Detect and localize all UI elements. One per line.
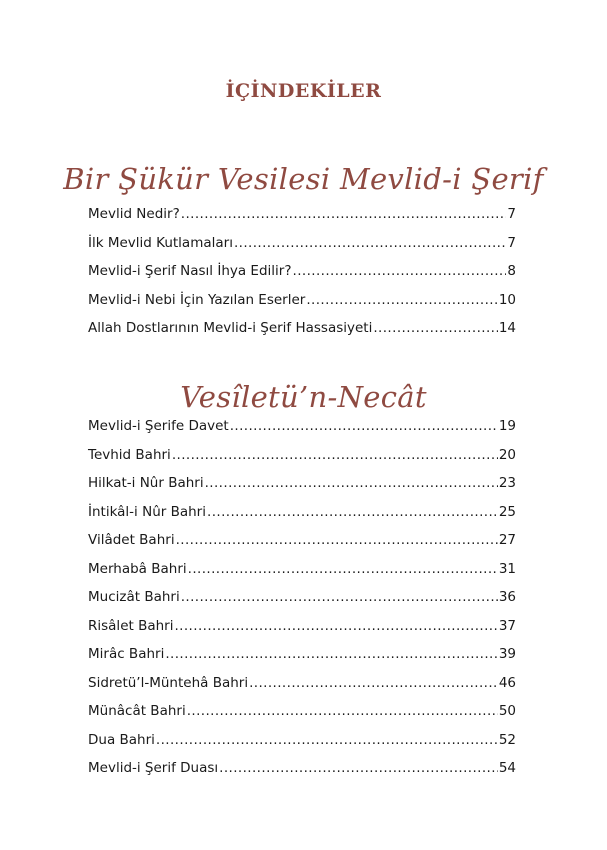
toc-entry-title: Münâcât Bahri xyxy=(88,703,186,719)
toc-entry-title: Dua Bahri xyxy=(88,731,155,748)
toc-entry[interactable] xyxy=(88,618,516,647)
toc-page-number: 19 xyxy=(498,418,516,434)
toc-entry-title: Hilkat-i Nûr Bahri xyxy=(88,475,204,491)
section-heading: Bir Şükür Vesilesi Mevlid-i Şerif xyxy=(63,162,544,196)
toc-entry-title: Allah Dostlarının Mevlid-i Şerif Hassasiyeti xyxy=(88,320,373,336)
toc-entry[interactable] xyxy=(88,760,516,789)
toc-page-number: 23 xyxy=(498,475,516,491)
toc-page-number: 10 xyxy=(498,291,516,308)
toc-page-number: 54 xyxy=(498,760,516,776)
toc-entry-title: Mucizât Bahri xyxy=(88,589,180,605)
dot-leader xyxy=(174,618,497,634)
toc-entry[interactable] xyxy=(88,703,516,732)
toc-list xyxy=(88,418,516,789)
toc-entry-title: Merhabâ Bahri xyxy=(88,560,187,577)
toc-entry[interactable] xyxy=(88,646,516,675)
toc-page-number: 52 xyxy=(498,731,516,748)
toc-page-number: 46 xyxy=(498,674,516,691)
toc-page-number: 7 xyxy=(507,206,516,222)
toc-entry-title: Vilâdet Bahri xyxy=(88,532,175,548)
dot-leader xyxy=(207,504,498,520)
toc-entry[interactable] xyxy=(88,561,516,590)
dot-leader xyxy=(165,646,497,662)
toc-page-number: 7 xyxy=(507,234,516,251)
toc-entry-title: Mirâc Bahri xyxy=(88,646,165,662)
toc-entry[interactable] xyxy=(88,732,516,761)
toc-page-number: 39 xyxy=(498,646,516,662)
toc-entry[interactable] xyxy=(88,235,516,264)
toc-entry-title: Mevlid-i Şerif Nasıl İhya Edilir? xyxy=(88,263,292,279)
dot-leader xyxy=(156,732,498,748)
section-heading: Vesîletü’n-Necât xyxy=(180,380,427,414)
toc-entry[interactable] xyxy=(88,418,516,447)
toc-entry[interactable] xyxy=(88,447,516,476)
toc-page-number: 36 xyxy=(498,589,516,605)
dot-leader xyxy=(373,320,497,336)
toc-entry-title: Mevlid Nedir? xyxy=(88,206,180,222)
toc-page-number: 20 xyxy=(498,446,516,463)
dot-leader xyxy=(181,589,498,605)
toc-entry[interactable] xyxy=(88,206,516,235)
dot-leader xyxy=(230,418,498,434)
toc-page-number: 27 xyxy=(498,532,516,548)
toc-page-number: 14 xyxy=(498,320,516,336)
toc-entry[interactable] xyxy=(88,532,516,561)
toc-entry[interactable] xyxy=(88,475,516,504)
dot-leader xyxy=(219,760,498,776)
toc-entry[interactable] xyxy=(88,263,516,292)
dot-leader xyxy=(249,675,498,691)
toc-entry-title: Mevlid-i Şerife Davet xyxy=(88,418,229,434)
toc-entry[interactable] xyxy=(88,292,516,321)
page-title: İÇİNDEKİLER xyxy=(225,80,382,102)
toc-page-number: 25 xyxy=(498,503,516,520)
toc-entry[interactable] xyxy=(88,504,516,533)
dot-leader xyxy=(234,235,506,251)
toc-page-number: 31 xyxy=(498,560,516,577)
toc-entry-title: Mevlid-i Nebi İçin Yazılan Eserler xyxy=(88,291,306,308)
toc-page-number: 37 xyxy=(498,617,516,634)
toc-entry[interactable] xyxy=(88,675,516,704)
dot-leader xyxy=(205,475,498,491)
toc-page-number: 50 xyxy=(498,703,516,719)
dot-leader xyxy=(172,447,498,463)
dot-leader xyxy=(176,532,498,548)
toc-list xyxy=(88,206,516,349)
dot-leader xyxy=(188,561,498,577)
dot-leader xyxy=(181,206,507,222)
toc-entry[interactable] xyxy=(88,320,516,349)
toc-entry-title: İlk Mevlid Kutlamaları xyxy=(88,234,233,251)
dot-leader xyxy=(306,292,497,308)
toc-entry[interactable] xyxy=(88,589,516,618)
toc-entry-title: Risâlet Bahri xyxy=(88,617,174,634)
toc-entry-title: Tevhid Bahri xyxy=(88,446,171,463)
dot-leader xyxy=(187,703,498,719)
toc-entry-title: İntikâl-i Nûr Bahri xyxy=(88,503,206,520)
dot-leader xyxy=(293,263,507,279)
toc-page-number: 8 xyxy=(507,263,516,279)
toc-entry-title: Sidretü’l-Müntehâ Bahri xyxy=(88,674,249,691)
toc-entry-title: Mevlid-i Şerif Duası xyxy=(88,760,219,776)
